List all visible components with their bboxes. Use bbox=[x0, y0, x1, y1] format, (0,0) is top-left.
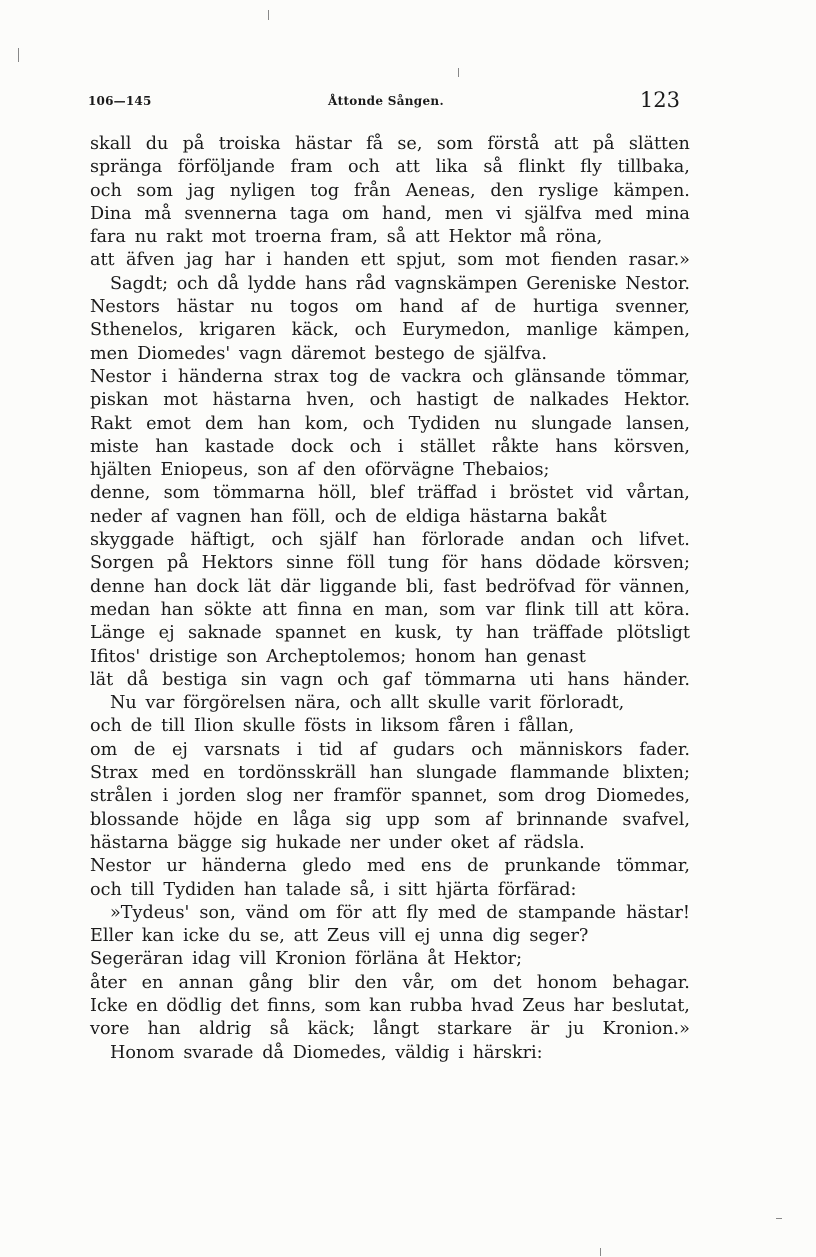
text-line: skall du på troiska hästar få se, som förstå att på slätten bbox=[90, 134, 690, 154]
text-line: om de ej varsnats i tid af gudars och människors fader. bbox=[90, 739, 690, 760]
text-line: hjälten Eniopeus, son af den oförvägne Thebaios; bbox=[90, 460, 550, 481]
text-line: och de till Ilion skulle fösts in liksom fåren i fållan, bbox=[90, 716, 575, 737]
text-line: hästarna bägge sig hukade ner under oket af rädsla. bbox=[90, 832, 585, 853]
text-line: Sthenelos, krigaren käck, och Eurymedon, manlige kämpen, bbox=[90, 320, 690, 341]
scan-mark bbox=[268, 10, 269, 20]
text-line: Nu var förgörelsen nära, och allt skulle varit förloradt, bbox=[110, 693, 625, 714]
text-line: åter en annan gång blir den vår, om det honom behagar. bbox=[90, 972, 690, 993]
text-line: fara nu rakt mot troerna fram, så att Hektor må röna, bbox=[90, 227, 603, 248]
text-line: miste han kastade dock och i stället råkte hans körsven, bbox=[90, 436, 690, 457]
text-line: att äfven jag har i handen ett spjut, som mot fienden rasar.» bbox=[90, 250, 690, 271]
text-line: blossande höjde en låga sig upp som af brinnande svafvel, bbox=[90, 809, 690, 830]
verse-range: 106—145 bbox=[88, 94, 152, 108]
text-line: lät då bestiga sin vagn och gaf tömmarna uti hans händer. bbox=[90, 669, 690, 690]
text-line: spränga förföljande fram och att lika så flinkt fly tillbaka, bbox=[90, 157, 690, 178]
text-line: Sagdt; och då lydde hans råd vagnskämpen Gereniske Nestor. bbox=[110, 273, 690, 294]
poem-text bbox=[90, 133, 690, 1065]
text-line: men Diomedes' vagn däremot bestego de själfva. bbox=[90, 343, 548, 364]
text-line: Rakt emot dem han kom, och Tydiden nu slungade lansen, bbox=[90, 413, 690, 434]
text-line: vore han aldrig så käck; långt starkare är ju Kronion.» bbox=[90, 1019, 690, 1040]
text-line: Sorgen på Hektors sinne föll tung för hans dödade körsven; bbox=[90, 553, 690, 574]
scan-mark bbox=[18, 48, 19, 62]
text-line: och till Tydiden han talade så, i sitt hjärta förfärad: bbox=[90, 879, 577, 900]
text-line: strålen i jorden slog ner framför spannet, som drog Diomedes, bbox=[90, 786, 690, 807]
text-line: Länge ej saknade spannet en kusk, ty han träffade plötsligt bbox=[90, 623, 690, 644]
text-line: denne, som tömmarna höll, blef träffad i bröstet vid vårtan, bbox=[90, 483, 690, 504]
text-line: Nestor i händerna strax tog de vackra och glänsande tömmar, bbox=[90, 366, 690, 387]
text-line: »Tydeus' son, vänd om för att fly med de stampande hästar! bbox=[110, 902, 690, 923]
text-line: Ifitos' dristige son Archeptolemos; honom han genast bbox=[90, 646, 586, 667]
text-line: piskan mot hästarna hven, och hastigt de nalkades Hektor. bbox=[90, 390, 690, 411]
text-line: Eller kan icke du se, att Zeus vill ej unna dig seger? bbox=[90, 926, 589, 947]
text-line: Nestor ur händerna gledo med ens de prunkande tömmar, bbox=[90, 856, 690, 877]
text-line: Icke en dödlig det finns, som kan rubba hvad Zeus har beslutat, bbox=[90, 995, 690, 1016]
text-line: Strax med en tordönsskräll han slungade flammande blixten; bbox=[90, 763, 690, 784]
scan-mark bbox=[600, 1248, 601, 1256]
page-number: 123 bbox=[639, 88, 680, 112]
scan-mark bbox=[776, 1218, 782, 1219]
text-line: Dina må svennerna taga om hand, men vi själfva med mina bbox=[90, 203, 690, 224]
text-line: Honom svarade då Diomedes, väldig i härskri: bbox=[110, 1042, 543, 1063]
chapter-title: Åttonde Sången. bbox=[328, 94, 444, 108]
text-line: Nestors hästar nu togos om hand af de hurtiga svenner, bbox=[90, 297, 690, 318]
running-header bbox=[88, 88, 680, 112]
text-line: denne han dock lät där liggande bli, fast bedröfvad för vännen, bbox=[90, 576, 690, 597]
scan-mark bbox=[458, 68, 459, 77]
text-line: och som jag nyligen tog från Aeneas, den ryslige kämpen. bbox=[90, 180, 690, 201]
text-line: medan han sökte att finna en man, som var flink till att köra. bbox=[90, 599, 690, 620]
text-line: skyggade häftigt, och själf han förlorade andan och lifvet. bbox=[90, 530, 690, 551]
text-line: neder af vagnen han föll, och de eldiga hästarna bakåt bbox=[90, 506, 607, 527]
text-line: Segeräran idag vill Kronion förläna åt Hektor; bbox=[90, 949, 523, 970]
